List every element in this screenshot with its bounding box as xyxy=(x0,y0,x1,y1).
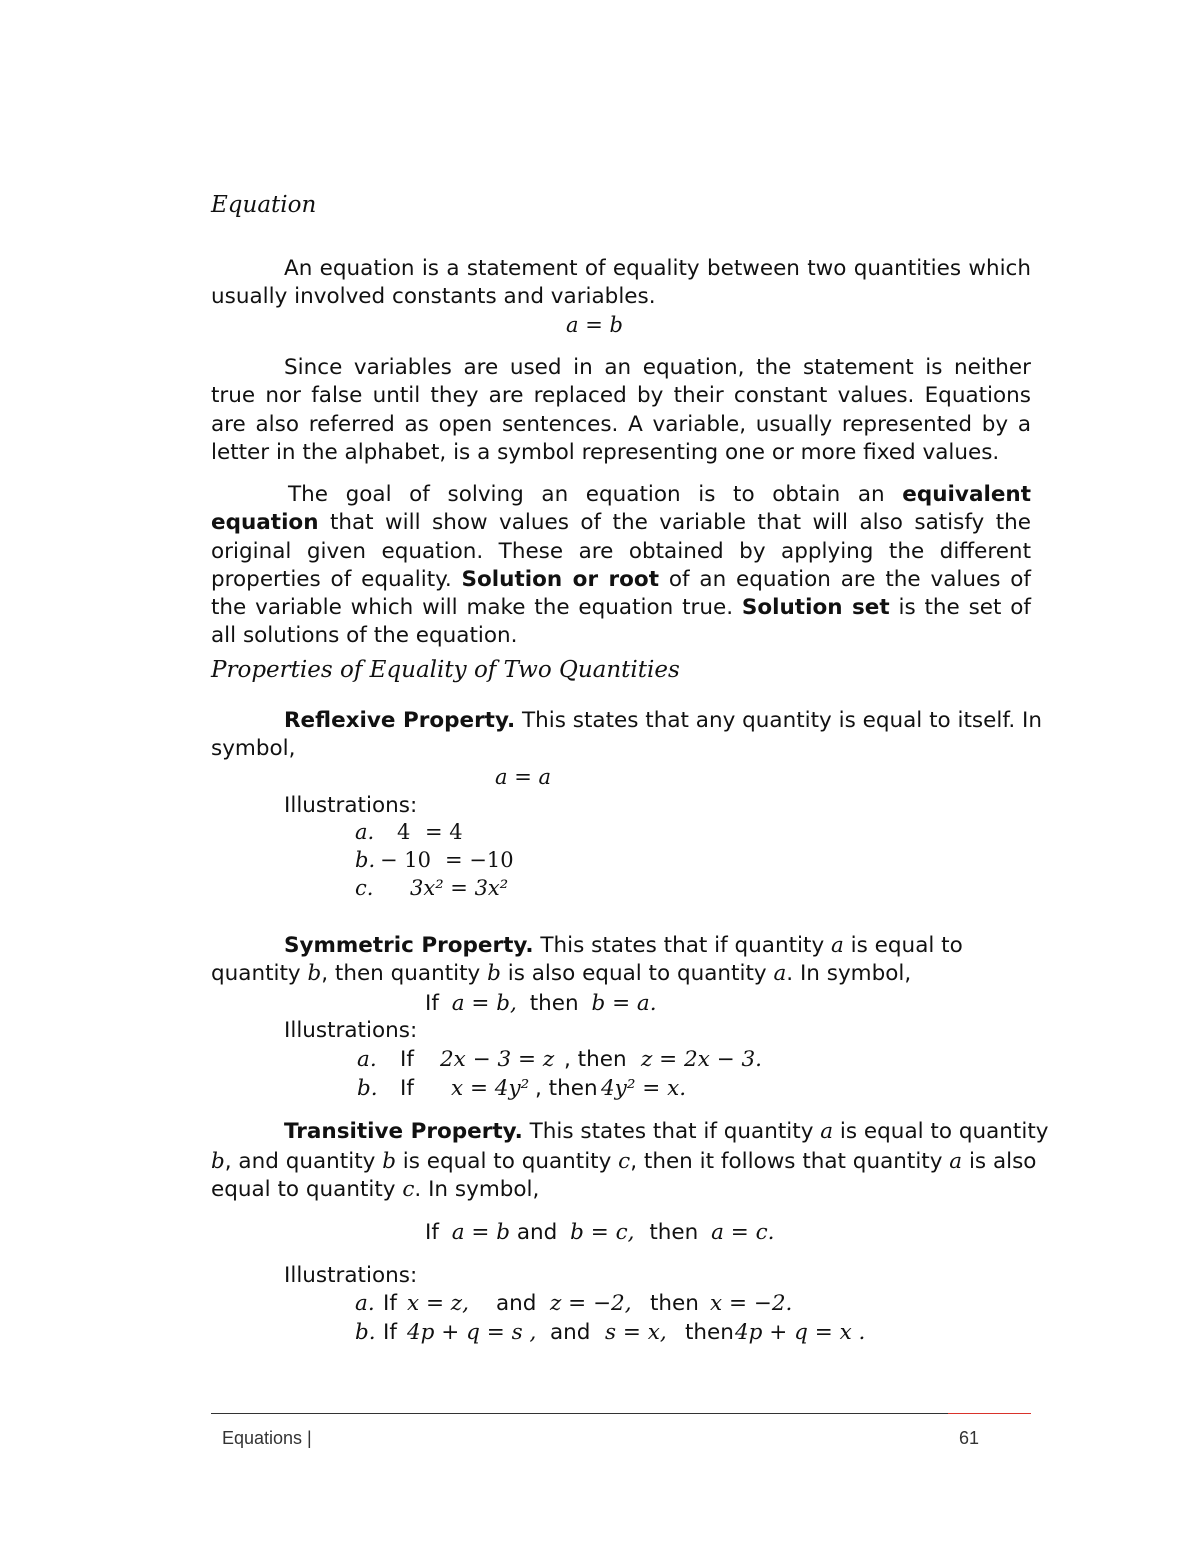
term-solution-or-root: Solution or root xyxy=(461,566,659,592)
transitive-line-1 xyxy=(284,1118,1048,1146)
goal-text-1: The goal of solving an equation is to obtain an xyxy=(288,482,903,507)
transitive-text: , then it follows that quantity xyxy=(630,1149,950,1174)
item-then: , then xyxy=(535,1076,598,1101)
item-premise: 2x − 3 = z xyxy=(440,1047,555,1072)
var-a: a xyxy=(773,961,787,986)
transitive-illustrations-label: Illustrations: xyxy=(284,1263,418,1288)
var-c: c xyxy=(402,1177,415,1202)
footer-rule xyxy=(211,1413,948,1414)
definition-text: An equation is a statement of equality between two quantities which usually involved constants and variables. xyxy=(211,256,1031,310)
goal-text xyxy=(211,481,1031,651)
symmetric-text: . In symbol, xyxy=(786,961,912,986)
item-and: and xyxy=(496,1291,537,1316)
rule-premise-2: b = c, xyxy=(570,1220,635,1245)
item-if: If xyxy=(400,1047,414,1072)
section-heading-properties: Properties of Equality of Two Quantities xyxy=(211,657,680,683)
item-letter: a. xyxy=(357,1047,377,1072)
transitive-line-3 xyxy=(211,1176,539,1204)
item-lhs: 4 xyxy=(397,820,411,844)
symmetric-title: Symmetric Property. xyxy=(284,933,534,958)
item-premise-1: 4p + q = s , xyxy=(407,1320,537,1345)
reflexive-illustration-c xyxy=(355,876,509,900)
item-then: , then xyxy=(564,1047,627,1072)
var-a: a xyxy=(831,933,844,958)
item-letter: a. xyxy=(355,820,375,844)
rule-then: then xyxy=(529,991,579,1016)
rule-if: If xyxy=(425,991,439,1016)
transitive-text: is equal to quantity xyxy=(833,1119,1049,1144)
item-and: and xyxy=(550,1320,591,1345)
item-rhs: = 4 xyxy=(425,820,463,844)
term-solution-set: Solution set xyxy=(741,595,890,621)
transitive-title: Transitive Property. xyxy=(284,1119,523,1144)
symmetric-text: quantity xyxy=(211,961,308,986)
transitive-text: is equal to quantity xyxy=(395,1149,619,1174)
item-lhs: − 10 xyxy=(380,848,431,872)
equation-a-equals-b: a = b xyxy=(566,313,623,337)
symmetric-text: This states that if quantity xyxy=(533,933,832,958)
footer-rule-accent xyxy=(948,1413,1031,1414)
item-if: If xyxy=(383,1291,397,1316)
item-premise-1: x = z, xyxy=(407,1291,469,1316)
transitive-rule xyxy=(425,1219,775,1247)
reflexive-text: This states that any quantity is equal to itself. In xyxy=(515,708,1042,733)
transitive-text: , and quantity xyxy=(224,1149,383,1174)
paragraph-variables xyxy=(211,354,1031,467)
item-premise-2: z = −2, xyxy=(550,1291,632,1316)
reflexive-line-2: symbol, xyxy=(211,736,296,761)
term-equivalent-equation: equivalent equation xyxy=(211,482,1031,536)
rule-then: then xyxy=(649,1220,699,1245)
item-letter: a. xyxy=(355,1291,375,1316)
item-letter: b. xyxy=(357,1076,378,1101)
var-a: a xyxy=(949,1149,963,1174)
reflexive-illustration-b xyxy=(355,848,514,872)
reflexive-line-1 xyxy=(284,707,1042,735)
goal-text-4: is the set of all solutions of the equation. xyxy=(211,595,1032,649)
symmetric-line-1 xyxy=(284,932,963,960)
rule-and: and xyxy=(516,1220,558,1245)
reflexive-illustrations-label: Illustrations: xyxy=(284,793,418,818)
var-a: a xyxy=(820,1119,834,1144)
transitive-text: equal to quantity xyxy=(211,1177,403,1202)
rule-premise: a = b, xyxy=(451,991,517,1016)
item-premise-2: s = x, xyxy=(605,1320,667,1345)
var-b: b xyxy=(211,1149,225,1174)
symmetric-rule xyxy=(425,990,657,1018)
item-letter: c. xyxy=(355,876,374,900)
var-b: b xyxy=(487,961,501,986)
item-if: If xyxy=(400,1076,414,1101)
transitive-text: is also xyxy=(962,1149,1037,1174)
transitive-line-2 xyxy=(211,1148,1036,1176)
paragraph-goal xyxy=(211,481,1031,651)
paragraph-definition xyxy=(211,255,1031,312)
item-premise: x = 4y² xyxy=(451,1076,530,1101)
var-b: b xyxy=(307,961,322,986)
reflexive-illustration-a xyxy=(355,820,463,844)
symmetric-text: is equal to xyxy=(843,933,963,958)
symmetric-illustrations-label: Illustrations: xyxy=(284,1018,418,1043)
item-conclusion: z = 2x − 3. xyxy=(641,1047,763,1072)
page-number: 61 xyxy=(959,1428,980,1448)
section-heading-equation: Equation xyxy=(211,192,317,218)
var-c: c xyxy=(618,1149,631,1174)
item-equation: 3x² = 3x² xyxy=(410,876,509,900)
transitive-illustration-a xyxy=(355,1290,793,1318)
goal-text-3: of an equation are the values of the variable which will make the equation true. xyxy=(211,566,1031,621)
variables-text: Since variables are used in an equation, the statement is neither true nor false until they are replaced by their constant values. Equations are also referred as open sentences. A variable, usually represented by a letter in the alphabet, is a symbol representing one or more fixed values. xyxy=(211,355,1031,465)
item-rhs: = −10 xyxy=(445,848,514,872)
rule-conclusion: a = c. xyxy=(711,1220,775,1245)
rule-premise-1: a = b xyxy=(451,1220,511,1245)
symmetric-line-2 xyxy=(211,960,911,988)
item-conclusion: x = −2. xyxy=(710,1291,793,1316)
var-b: b xyxy=(382,1149,396,1174)
transitive-text: This states that if quantity xyxy=(522,1119,821,1144)
item-if: If xyxy=(383,1320,397,1345)
item-letter: b. xyxy=(355,1320,376,1345)
symmetric-illustration-b xyxy=(357,1075,687,1103)
item-conclusion: 4p + q = x . xyxy=(735,1320,866,1345)
reflexive-title: Reflexive Property. xyxy=(284,708,516,733)
transitive-illustration-b xyxy=(355,1319,866,1347)
goal-text-2: that will show values of the variable that will also satisfy the original given equation. These are obtained by applying the different properties of equality. xyxy=(211,510,1031,592)
transitive-text: . In symbol, xyxy=(414,1177,540,1202)
rule-if: If xyxy=(425,1220,439,1245)
reflexive-equation: a = a xyxy=(495,765,551,789)
footer-chapter-label: Equations | xyxy=(222,1428,312,1448)
item-then: then xyxy=(650,1291,699,1316)
item-then: then xyxy=(685,1320,734,1345)
rule-conclusion: b = a. xyxy=(591,991,657,1016)
item-letter: b. xyxy=(355,848,376,872)
symmetric-text: is also equal to quantity xyxy=(500,961,774,986)
symmetric-text: , then quantity xyxy=(321,961,488,986)
item-conclusion: 4y² = x. xyxy=(601,1076,687,1101)
symmetric-illustration-a xyxy=(357,1046,763,1074)
